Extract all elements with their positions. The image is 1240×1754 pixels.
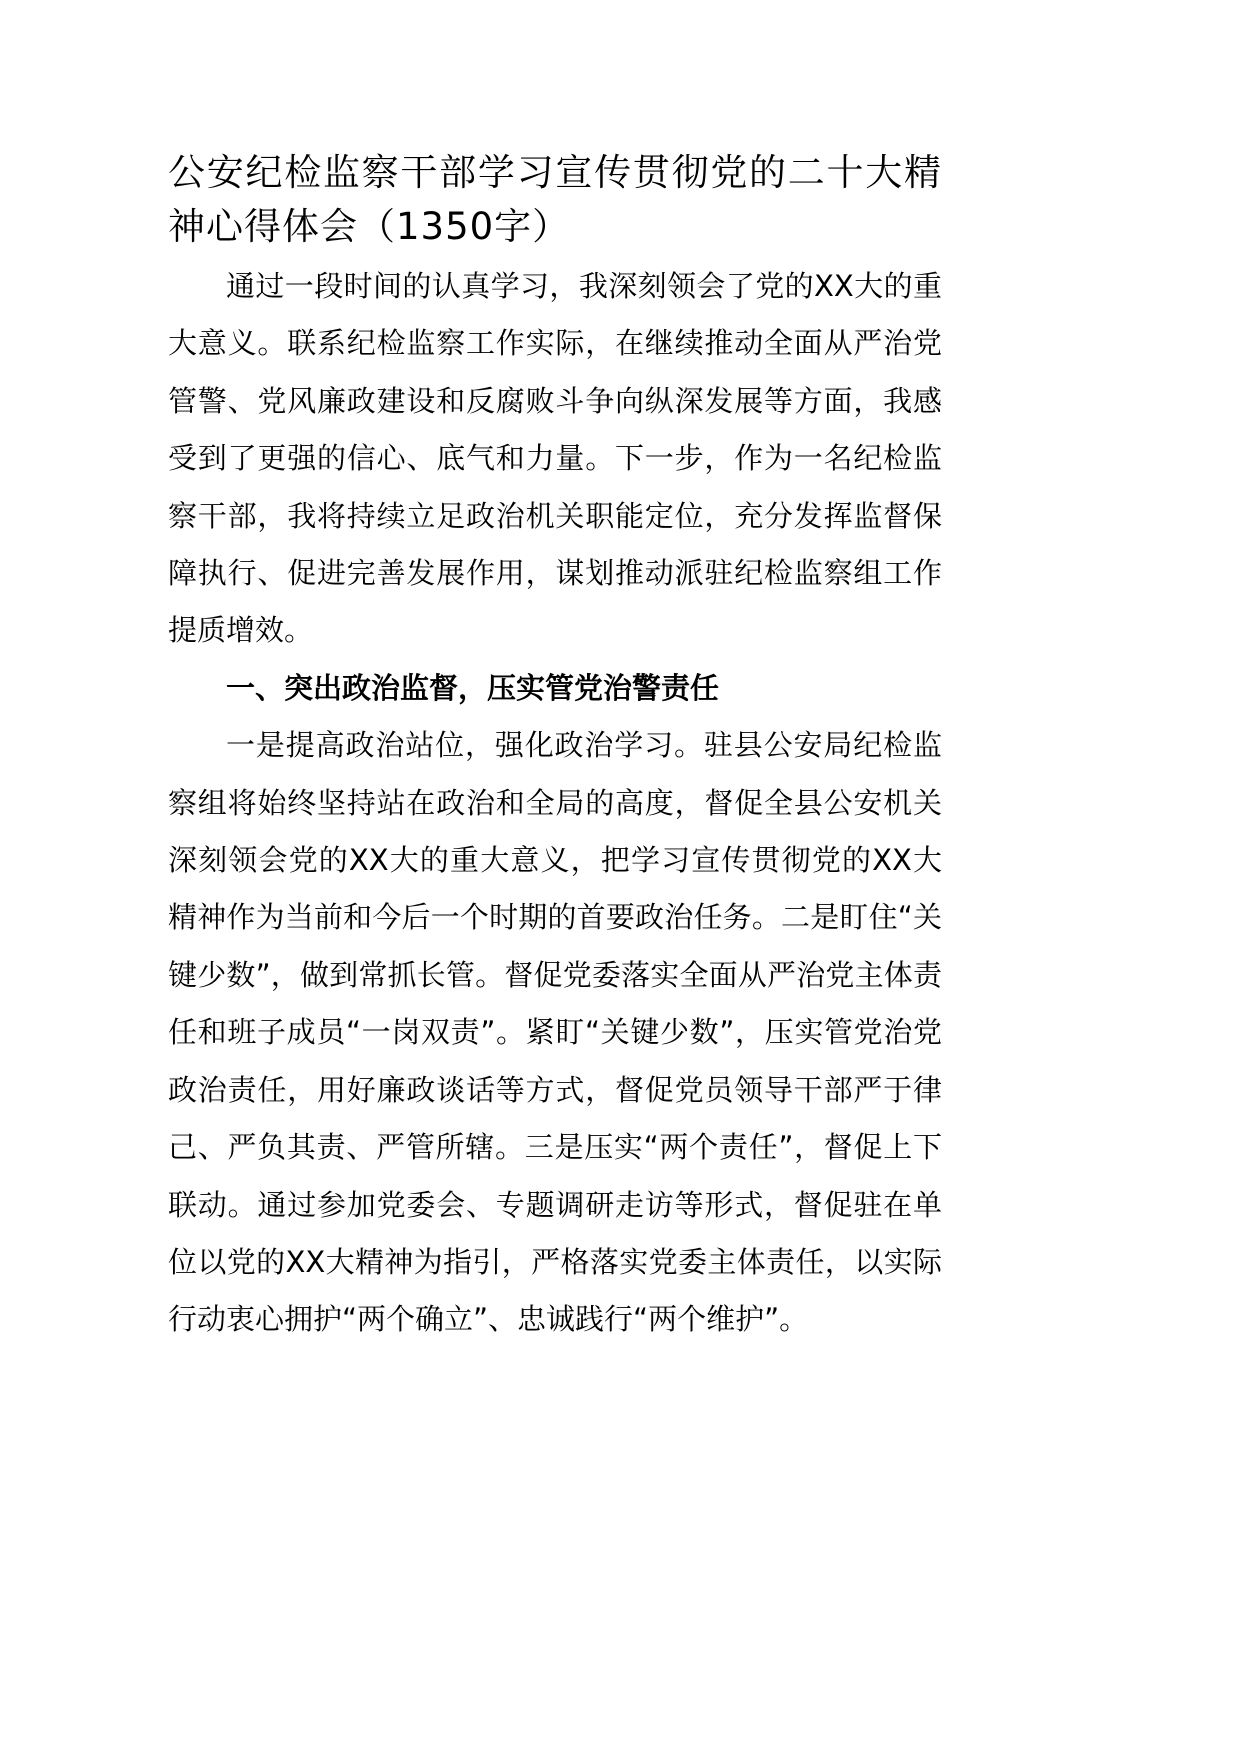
section-heading: 一、突出政治监督，压实管党治警责任	[226, 670, 720, 705]
document-title: 公安纪检监察干部学习宣传贯彻党的二十大精神心得体会（1350字）	[168, 151, 942, 248]
section-body: 一是提高政治站位，强化政治学习。驻县公安局纪检监察组将始终坚持站在政治和全局的高度，督促全县公安机关深刻领会党的XX大的重大意义，把学习宣传贯彻党的XX大精神作为当前和今后一个时期的首要政治任务。二是盯住“关键少数”，做到常抓长管。督促党委落实全面从严治党主体责任和班子成员“一岗双责”。紧盯“关键少数”，压实管党治党政治责任，用好廉政谈话等方式，督促党员领导干部严于律己、严负其责、严管所辖。三是压实“两个责任”，督促上下联动。通过参加党委会、专题调研走访等形式，督促驻在单位以党的XX大精神为指引，严格落实党委主体责任，以实际行动衷心拥护“两个确立”、忠诚践行“两个维护”。	[168, 728, 942, 1337]
document-page	[168, 146, 942, 1349]
intro-paragraph: 通过一段时间的认真学习，我深刻领会了党的XX大的重大意义。联系纪检监察工作实际，在继续推动全面从严治党管警、党风廉政建设和反腐败斗争向纵深发展等方面，我感受到了更强的信心、底气和力量。下一步，作为一名纪检监察干部，我将持续立足政治机关职能定位，充分发挥监督保障执行、促进完善发展作用，谋划推动派驻纪检监察组工作提质增效。	[168, 269, 942, 648]
